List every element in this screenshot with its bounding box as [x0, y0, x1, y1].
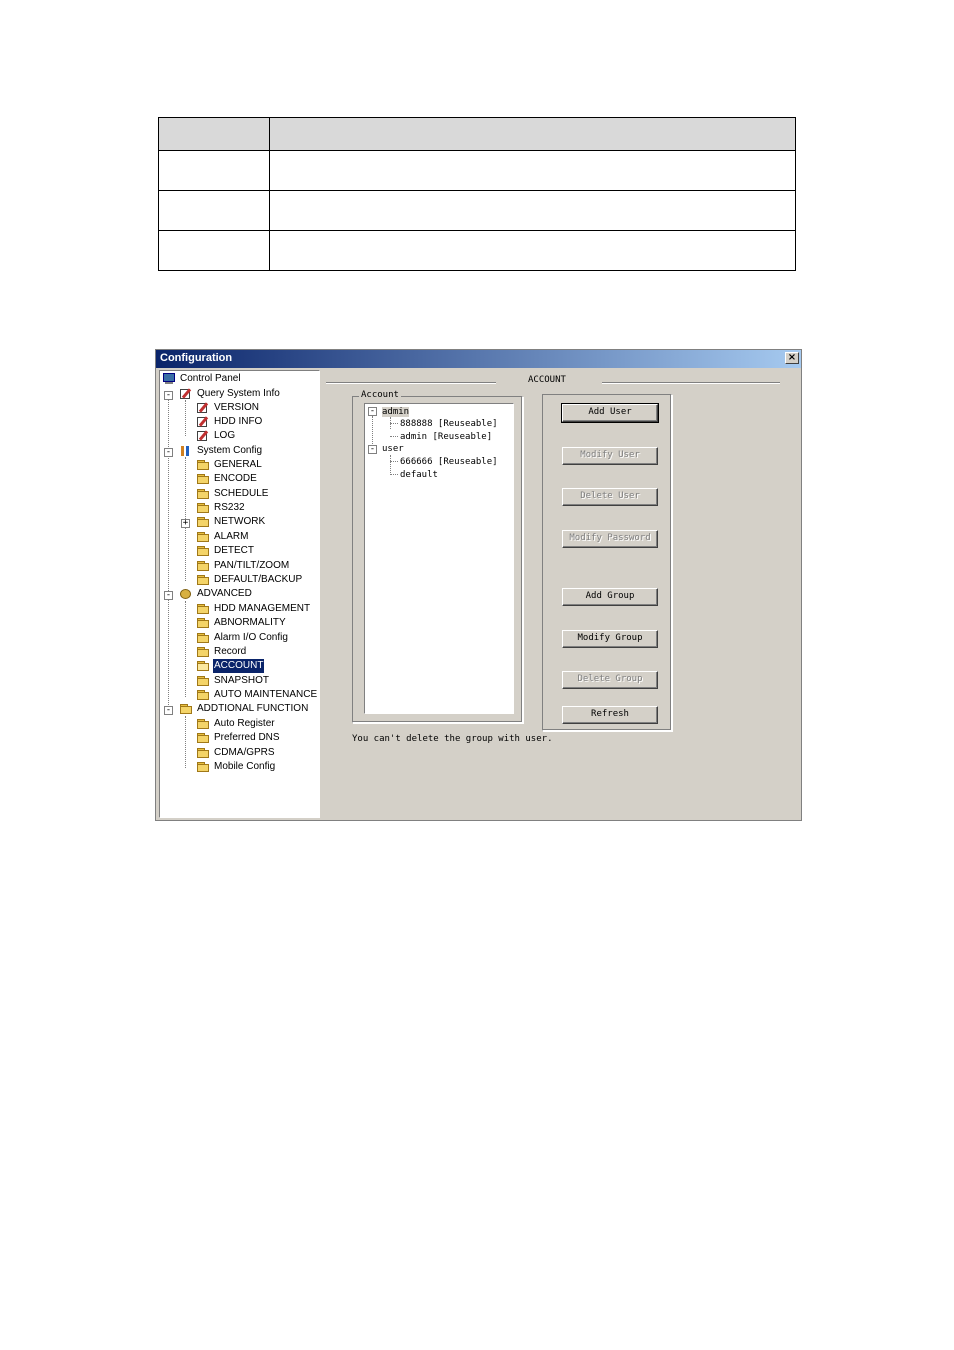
tree-item-rs232[interactable]: RS232	[196, 501, 246, 515]
table-row	[159, 191, 796, 231]
tree-item-alarm-io-config[interactable]: Alarm I/O Config	[196, 631, 289, 645]
advanced-icon	[179, 588, 193, 600]
tree-item-preferred-dns[interactable]: Preferred DNS	[196, 731, 281, 745]
tree-connector	[168, 395, 169, 711]
tree-item-default-backup[interactable]: DEFAULT/BACKUP	[196, 573, 303, 587]
close-icon: ×	[787, 352, 797, 363]
folder-icon	[196, 502, 210, 514]
folder-icon	[196, 459, 210, 471]
collapse-toggle[interactable]: -	[165, 390, 172, 400]
folder-icon	[196, 603, 210, 615]
tree-item-network[interactable]: NETWORK	[196, 515, 266, 529]
table-cell	[159, 191, 270, 231]
configuration-window	[155, 349, 802, 821]
folder-icon	[196, 545, 210, 557]
account-user-admin[interactable]: admin [Reuseable]	[400, 432, 493, 442]
folder-icon	[196, 560, 210, 572]
folder-icon	[196, 473, 210, 485]
tree-item-system-config[interactable]: System Config	[179, 444, 263, 458]
tree-item-additional-function[interactable]: ADDTIONAL FUNCTION	[179, 702, 309, 716]
account-group-admin[interactable]: admin	[382, 407, 410, 417]
tree-connector	[390, 436, 398, 437]
folder-icon	[196, 646, 210, 658]
tree-connector	[390, 474, 398, 475]
folder-icon	[196, 531, 210, 543]
expand-toggle[interactable]: +	[182, 518, 189, 528]
tree-item-encode[interactable]: ENCODE	[196, 472, 258, 486]
table-cell	[270, 151, 796, 191]
monitor-icon	[162, 373, 176, 385]
table-cell	[159, 151, 270, 191]
folder-icon	[196, 516, 210, 528]
modify-password-button[interactable]: Modify Password	[562, 530, 658, 548]
folder-icon	[196, 617, 210, 629]
tree-connector	[185, 400, 186, 436]
note-icon	[196, 430, 210, 442]
close-button[interactable]	[785, 352, 799, 364]
tree-item-hdd-management[interactable]: HDD MANAGEMENT	[196, 602, 311, 616]
tree-item-abnormality[interactable]: ABNORMALITY	[196, 616, 287, 630]
tree-item-control-panel[interactable]: Control Panel	[162, 372, 242, 386]
delete-group-button[interactable]: Delete Group	[562, 671, 658, 689]
delete-user-button[interactable]: Delete User	[562, 488, 658, 506]
title-bar[interactable]	[156, 350, 801, 368]
add-user-button[interactable]: Add User	[562, 404, 658, 422]
folder-icon	[196, 574, 210, 586]
note-icon	[196, 402, 210, 414]
account-groupbox-label: Account	[361, 390, 399, 400]
add-group-button[interactable]: Add Group	[562, 588, 658, 606]
tree-item-version[interactable]: VERSION	[196, 401, 260, 415]
table-header-row	[159, 118, 796, 151]
tree-item-auto-maintenance[interactable]: AUTO MAINTENANCE	[196, 688, 318, 702]
open-folder-icon	[196, 660, 210, 672]
collapse-toggle[interactable]: -	[165, 705, 172, 715]
tree-item-cdma-gprs[interactable]: CDMA/GPRS	[196, 746, 276, 760]
collapse-toggle[interactable]: -	[369, 406, 376, 416]
note-icon	[196, 416, 210, 428]
note-icon	[179, 388, 193, 400]
header-divider	[602, 382, 780, 384]
folder-icon	[196, 747, 210, 759]
table-cell	[270, 231, 796, 271]
tree-connector	[185, 716, 186, 768]
tree-item-detect[interactable]: DETECT	[196, 544, 255, 558]
table-row	[159, 151, 796, 191]
folder-icon	[196, 675, 210, 687]
tree-item-advanced[interactable]: ADVANCED	[179, 587, 253, 601]
folder-icon	[196, 732, 210, 744]
folder-icon	[196, 488, 210, 500]
window-title: Configuration	[160, 352, 233, 364]
tree-item-query-system-info[interactable]: Query System Info	[179, 387, 281, 401]
collapse-toggle[interactable]: -	[369, 444, 376, 454]
folder-icon	[196, 761, 210, 773]
navigation-tree[interactable]	[159, 370, 320, 818]
tree-item-snapshot[interactable]: SNAPSHOT	[196, 674, 270, 688]
tree-item-alarm[interactable]: ALARM	[196, 530, 249, 544]
collapse-toggle[interactable]: -	[165, 590, 172, 600]
system-config-icon	[179, 445, 193, 457]
account-group-user[interactable]: user	[382, 444, 404, 454]
tree-item-mobile-config[interactable]: Mobile Config	[196, 760, 276, 774]
modify-user-button[interactable]: Modify User	[562, 447, 658, 465]
account-user-default[interactable]: default	[400, 470, 438, 480]
tree-item-schedule[interactable]: SCHEDULE	[196, 487, 269, 501]
document-table	[158, 117, 796, 271]
collapse-toggle[interactable]: -	[165, 447, 172, 457]
tree-connector	[390, 423, 398, 424]
table-row	[159, 231, 796, 271]
tree-item-general[interactable]: GENERAL	[196, 458, 263, 472]
tree-connector	[390, 455, 391, 475]
folder-icon	[196, 632, 210, 644]
account-list[interactable]	[364, 403, 514, 714]
modify-group-button[interactable]: Modify Group	[562, 630, 658, 648]
tree-connector	[390, 461, 398, 462]
folder-icon	[196, 718, 210, 730]
section-header	[324, 375, 782, 389]
refresh-button[interactable]: Refresh	[562, 706, 658, 724]
tree-item-account[interactable]: ACCOUNT	[196, 659, 264, 673]
tree-item-log[interactable]: LOG	[196, 429, 236, 443]
tree-connector	[185, 601, 186, 697]
table-cell	[270, 191, 796, 231]
folder-icon	[196, 689, 210, 701]
table-cell	[159, 118, 270, 151]
status-hint: You can't delete the group with user.	[352, 734, 553, 744]
section-title: ACCOUNT	[528, 375, 566, 385]
folder-icon	[179, 703, 193, 715]
tree-item-hdd-info[interactable]: HDD INFO	[196, 415, 263, 429]
tree-item-pan-tilt-zoom[interactable]: PAN/TILT/ZOOM	[196, 559, 290, 573]
account-user-888888[interactable]: 888888 [Reuseable]	[400, 419, 498, 429]
table-cell	[159, 231, 270, 271]
tree-item-record[interactable]: Record	[196, 645, 247, 659]
tree-item-auto-register[interactable]: Auto Register	[196, 717, 276, 731]
table-cell	[270, 118, 796, 151]
account-user-666666[interactable]: 666666 [Reuseable]	[400, 457, 498, 467]
header-divider	[326, 382, 496, 384]
